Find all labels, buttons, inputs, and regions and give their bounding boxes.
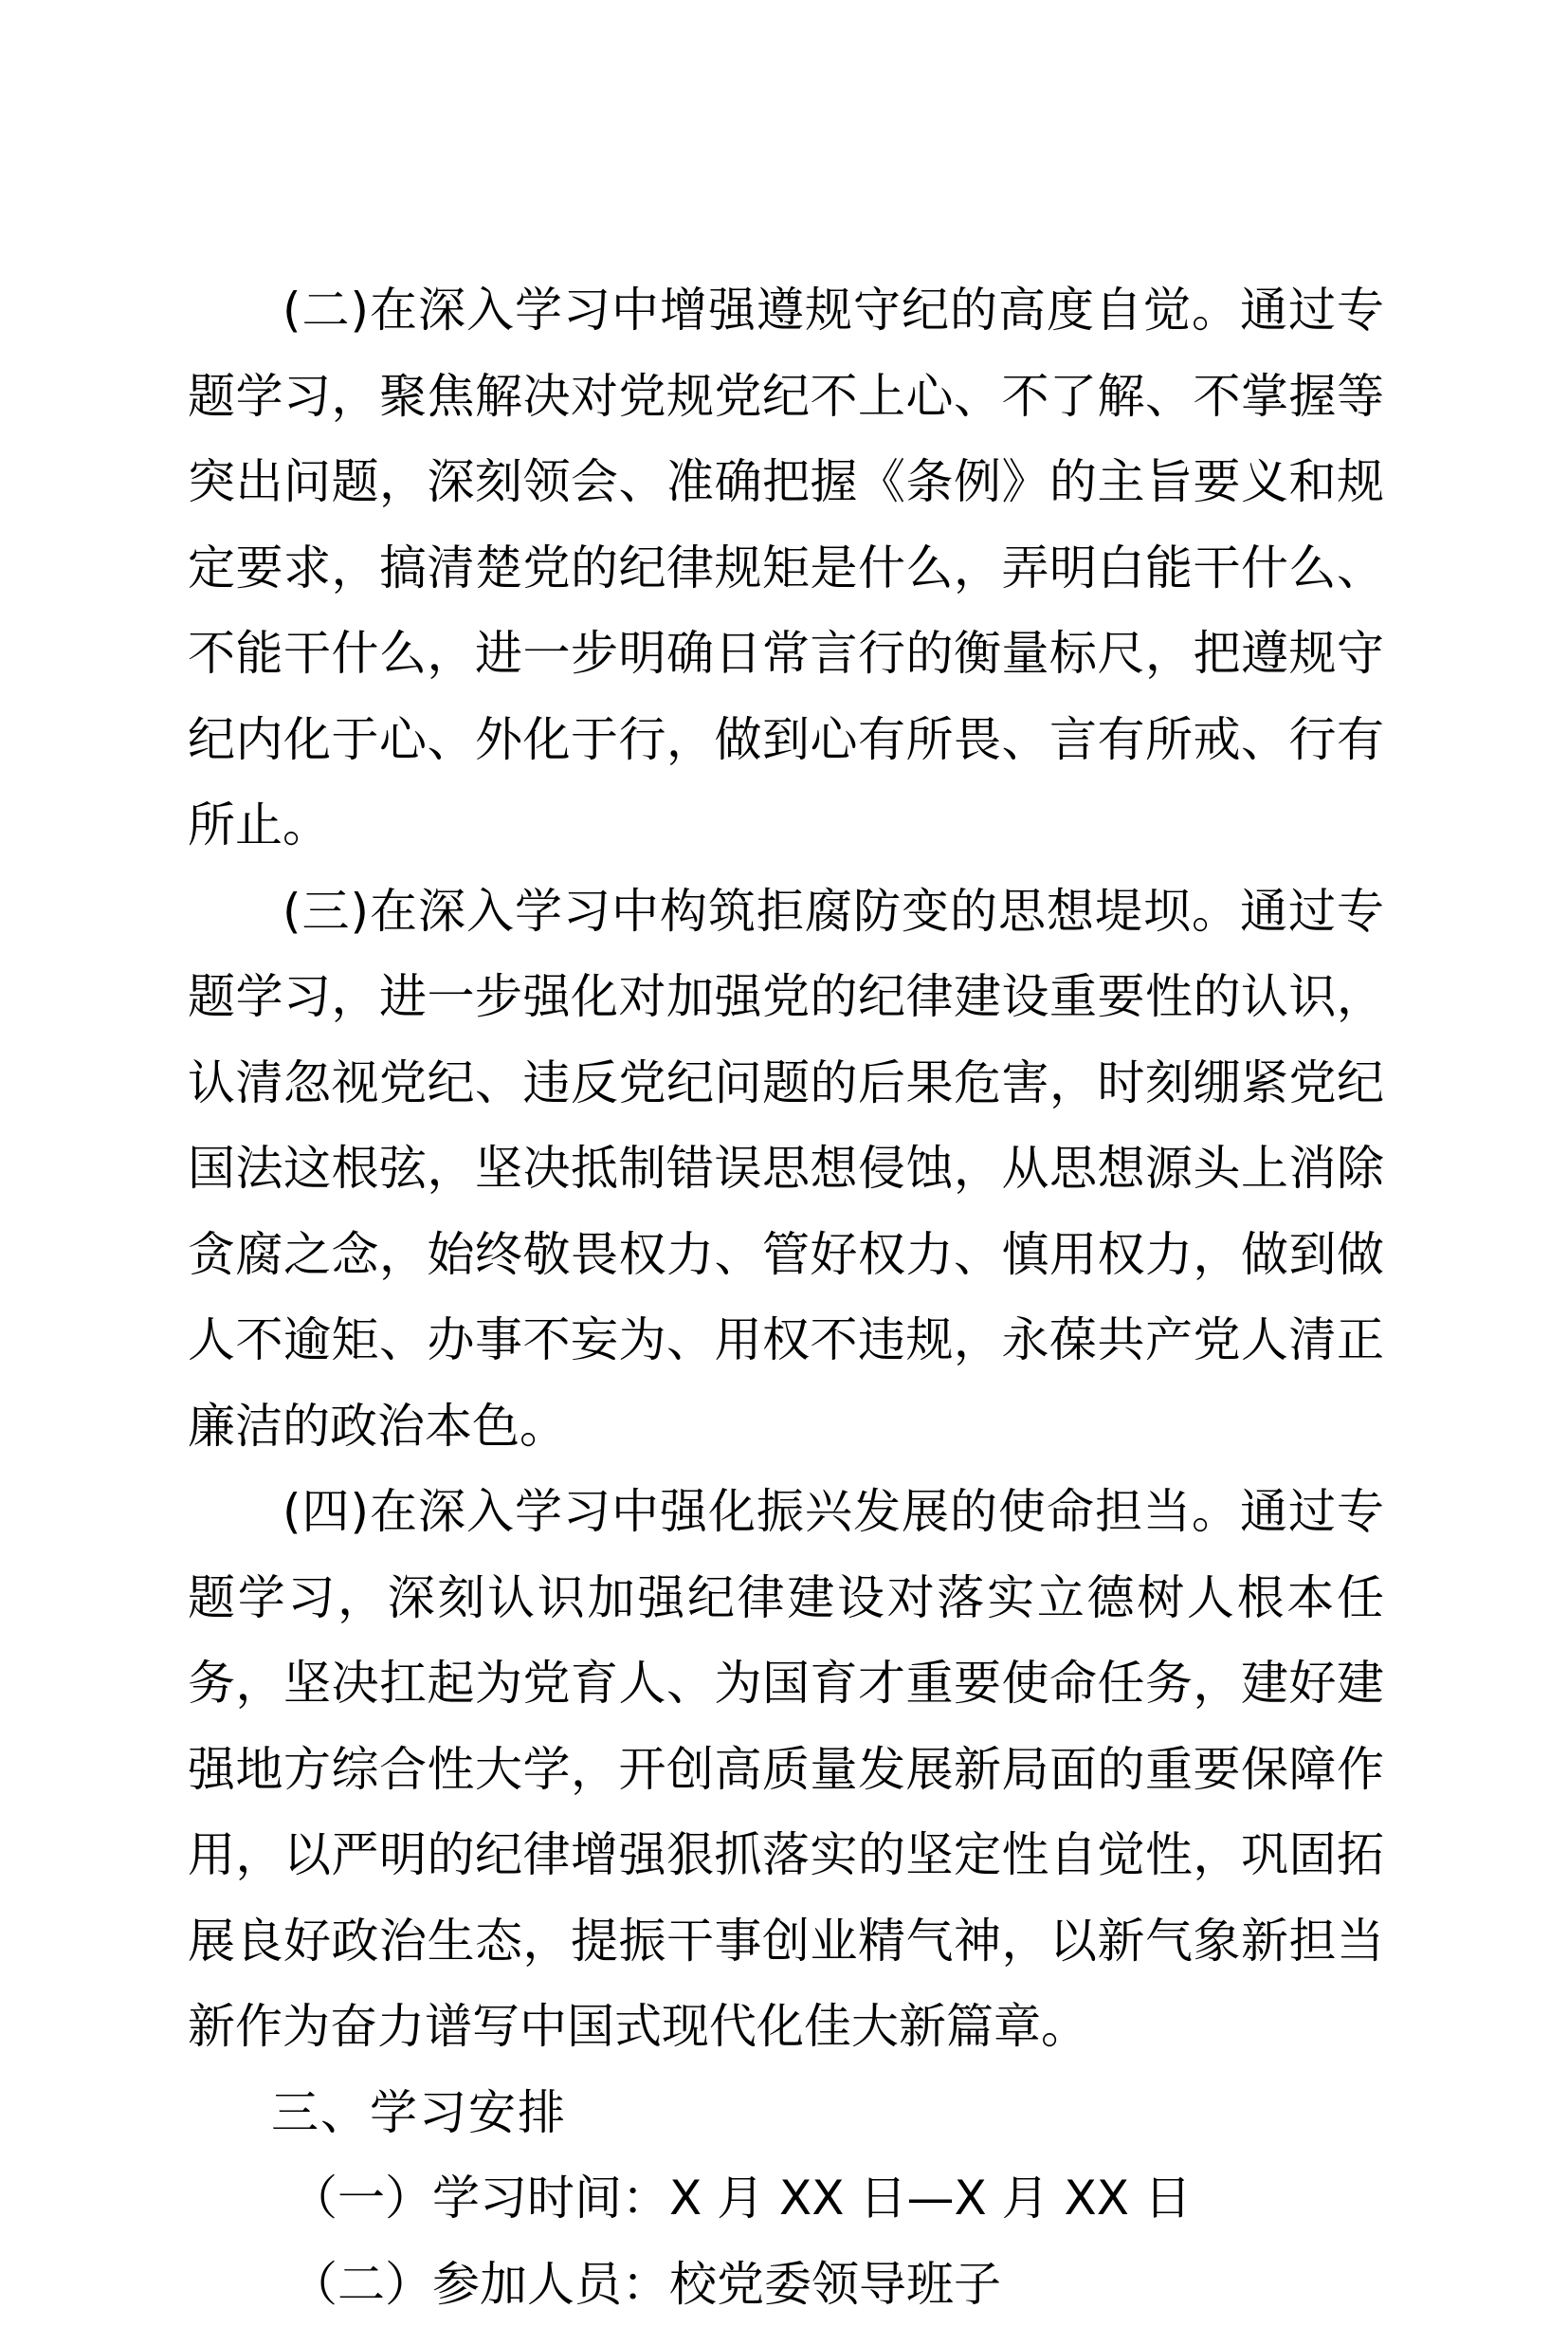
paragraph-text: 通过专题学习，深刻认识加强纪律建设对落实立德树人根本任务，坚决扛起为党育人、为国育才重要使命任务，建好建强地方综合性大学，开创高质量发展新局面的重要保障作用，以严明的纪律增强狠抓落实的坚定性自觉性，巩固拓展良好政治生态，提振干事创业精气神，以新气象新担当新作为奋力谱写中国式现代化佳大新篇章。 — [188, 1484, 1384, 2054]
section-heading: 三、学习安排 — [188, 2070, 1384, 2156]
paragraph-mission — [188, 1469, 1384, 2070]
paragraph-anti-corruption — [188, 869, 1384, 1470]
paragraph-lead: (四)在深入学习中强化振兴发展的使命担当。 — [283, 1484, 1240, 1539]
paragraph-discipline-awareness — [188, 267, 1384, 869]
paragraph-lead: (三)在深入学习中构筑拒腐防变的思想堤坝。 — [283, 884, 1240, 939]
paragraph-lead: (二)在深入学习中增强遵规守纪的高度自觉。 — [283, 283, 1240, 338]
paragraph-text: 通过专题学习，聚焦解决对党规党纪不上心、不了解、不掌握等突出问题，深刻领会、准确把握《条例》的主旨要义和规定要求，搞清楚党的纪律规矩是什么，弄明白能干什么、不能干什么，进一步明确日常言行的衡量标尺，把遵规守纪内化于心、外化于行，做到心有所畏、言有所戒、行有所止。 — [188, 283, 1384, 852]
document-body — [188, 267, 1384, 2327]
item-study-time: （一）学习时间：X 月 XX 日—X 月 XX 日 — [188, 2155, 1384, 2242]
paragraph-text: 通过专题学习，进一步强化对加强党的纪律建设重要性的认识，认清忽视党纪、违反党纪问题的后果危害，时刻绷紧党纪国法这根弦，坚决抵制错误思想侵蚀，从思想源头上消除贪腐之念，始终敬畏权力、管好权力、慎用权力，做到做人不逾矩、办事不妄为、用权不违规，永葆共产党人清正廉洁的政治本色。 — [188, 884, 1384, 1454]
item-participants: （二）参加人员：校党委领导班子 — [188, 2242, 1384, 2327]
